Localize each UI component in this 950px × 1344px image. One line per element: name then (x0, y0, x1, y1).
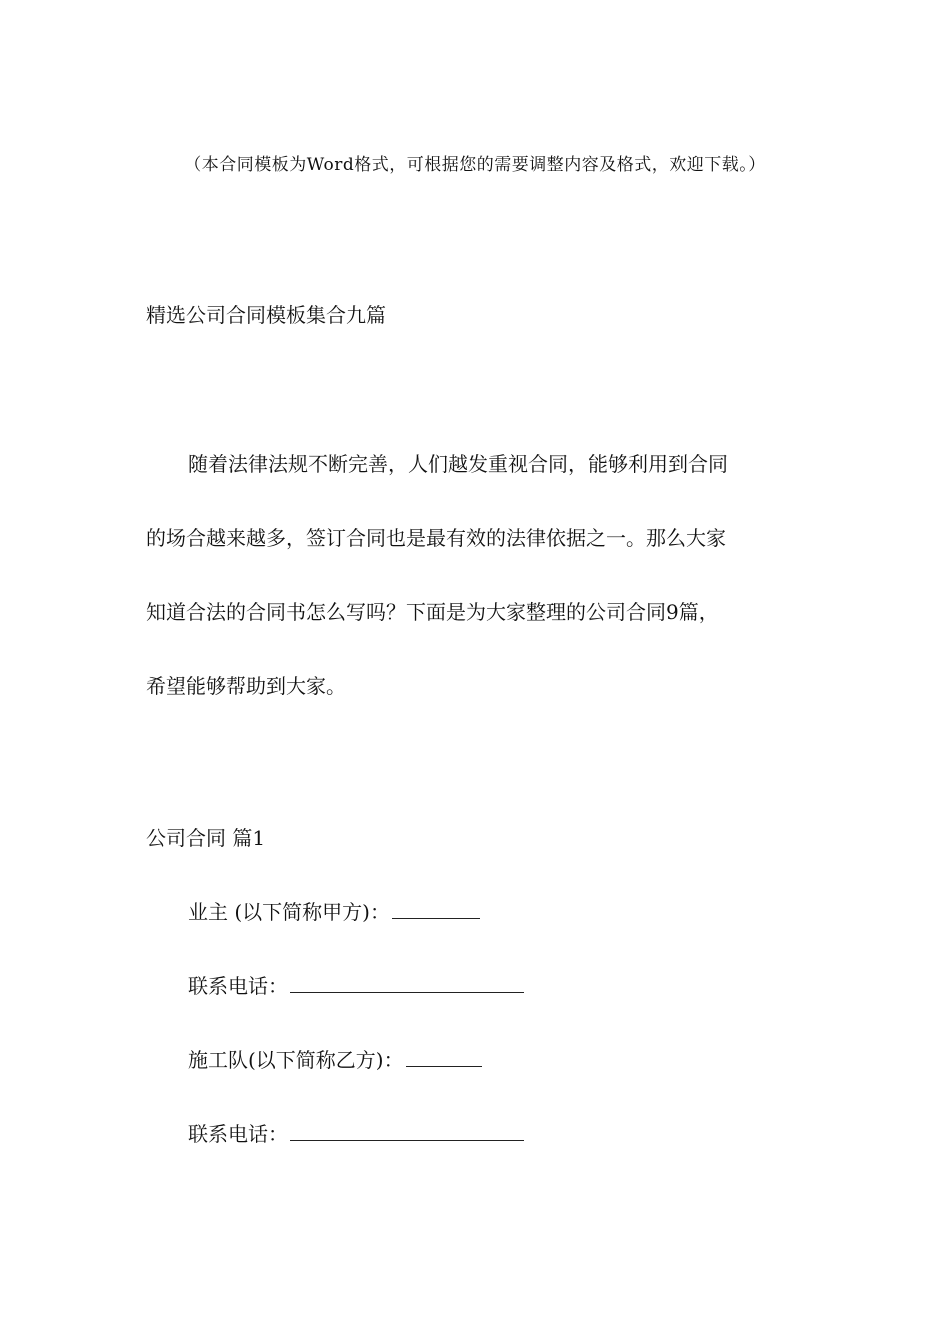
field-label: 施工队(以下简称乙方)： (188, 1048, 404, 1072)
intro-paragraph (146, 441, 798, 737)
party-fields (188, 896, 524, 1192)
intro-line: 希望能够帮助到大家。 (146, 674, 346, 698)
field-label: 业主 (以下简称甲方)： (188, 900, 390, 924)
fill-in-blank[interactable] (290, 970, 524, 993)
contractor-field (188, 1044, 524, 1118)
contractor-phone-field (188, 1118, 524, 1192)
document-title: 精选公司合同模板集合九篇 (146, 303, 386, 327)
fill-in-blank[interactable] (392, 896, 480, 919)
owner-field (188, 896, 524, 970)
owner-phone-field (188, 970, 524, 1044)
field-label: 联系电话： (188, 1122, 288, 1146)
section-heading: 公司合同 篇1 (146, 826, 266, 850)
fill-in-blank[interactable] (406, 1044, 482, 1067)
fill-in-blank[interactable] (290, 1118, 524, 1141)
intro-line: 的场合越来越多，签订合同也是最有效的法律依据之一。那么大家 (146, 526, 726, 550)
intro-line: 知道合法的合同书怎么写吗？下面是为大家整理的公司合同9篇， (146, 600, 719, 624)
field-label: 联系电话： (188, 974, 288, 998)
template-notice: （本合同模板为Word格式，可根据您的需要调整内容及格式，欢迎下载。） (184, 155, 766, 175)
intro-line: 随着法律法规不断完善，人们越发重视合同，能够利用到合同 (188, 452, 728, 476)
